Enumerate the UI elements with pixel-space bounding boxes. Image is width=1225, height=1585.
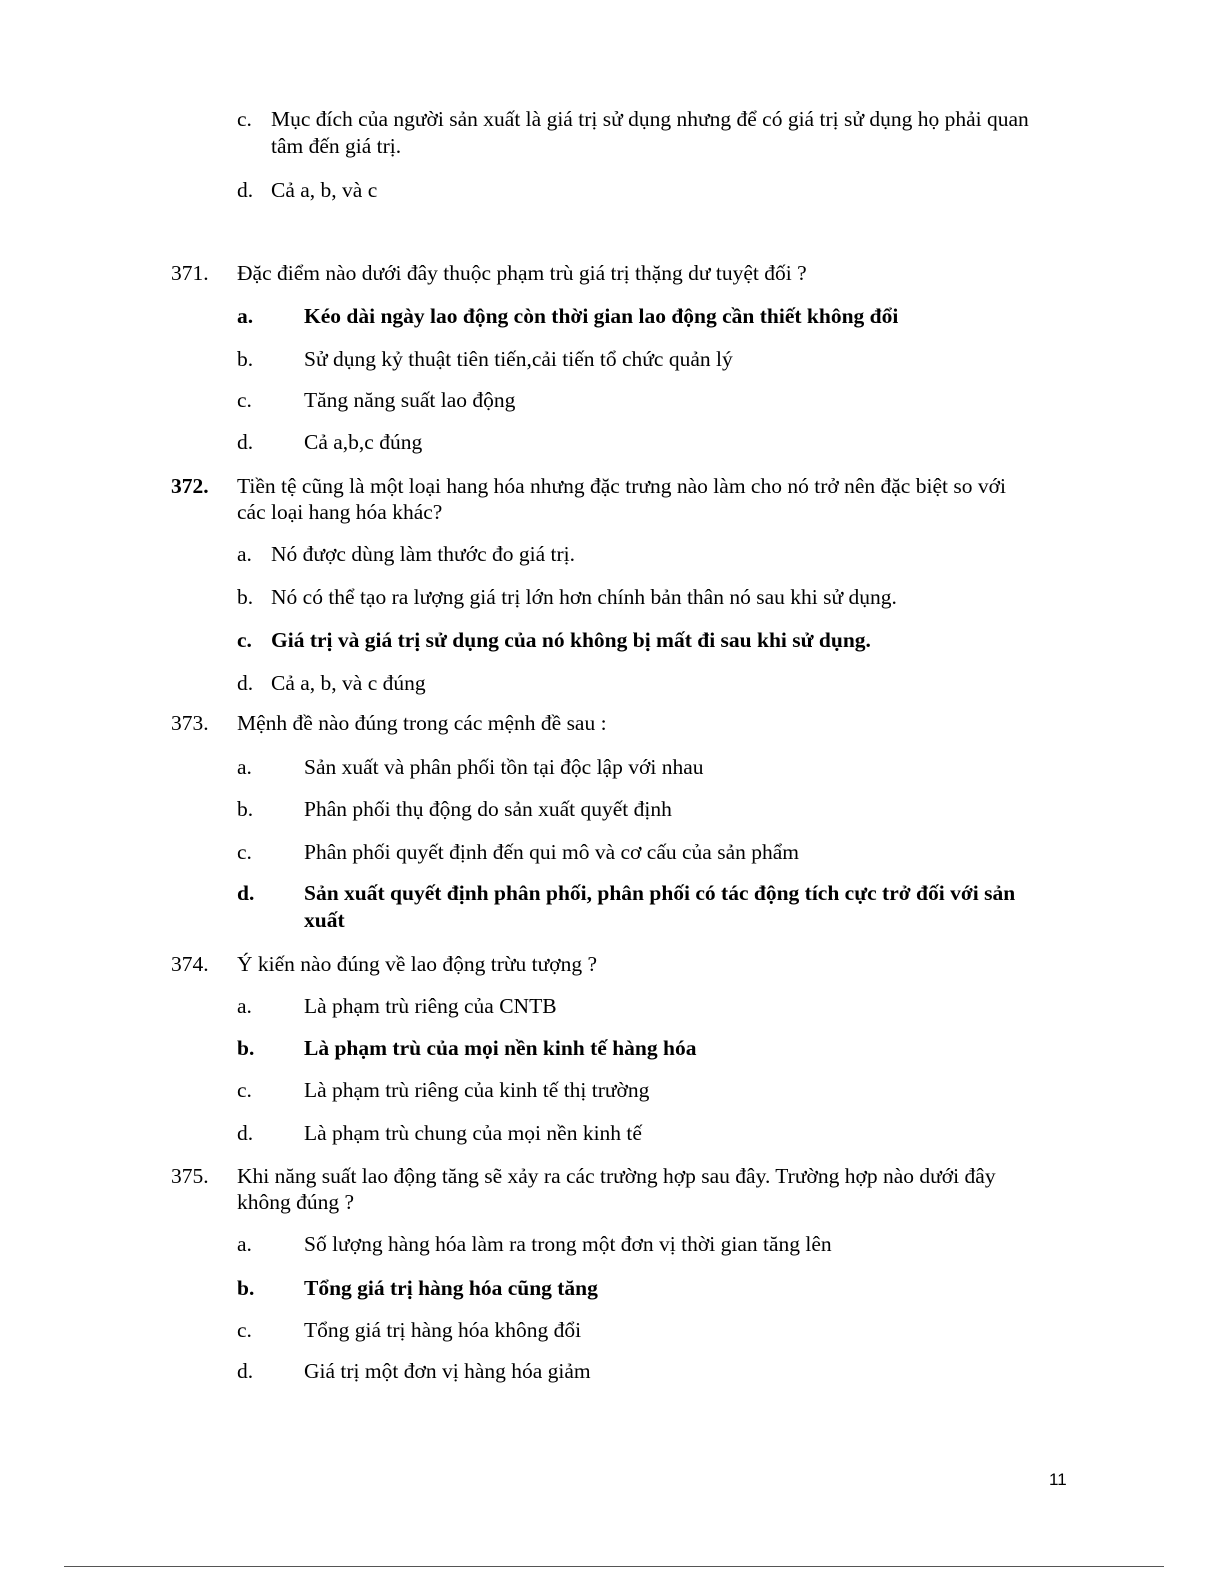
option-label: c. [237,107,252,131]
option-label-correct: b. [237,1036,255,1060]
question-text-continuation: các loại hang hóa khác? [237,500,443,524]
option-label-correct: c. [237,628,252,652]
question-number: 371. [171,261,209,285]
bottom-rule [64,1566,1164,1567]
option-text-continuation: tâm đến giá trị. [271,134,402,158]
question-text-continuation: không đúng ? [237,1190,355,1214]
option-label: b. [237,585,254,609]
option-text-correct: Giá trị và giá trị sử dụng của nó không bị mất đi sau khi sử dụng. [271,628,871,652]
option-text: Sản xuất và phân phối tồn tại độc lập với nhau [304,755,704,779]
option-text-correct: Là phạm trù của mọi nền kinh tế hàng hóa [304,1036,697,1060]
option-text: Là phạm trù riêng của CNTB [304,994,557,1018]
question-number: 373. [171,711,209,735]
option-label: a. [237,542,252,566]
question-text: Ý kiến nào đúng về lao động trừu tượng ? [237,952,598,976]
option-label: d. [237,671,254,695]
option-label: a. [237,755,252,779]
option-text: Tổng giá trị hàng hóa không đổi [304,1318,582,1342]
option-label: b. [237,797,254,821]
option-label-correct: d. [237,881,255,905]
option-text: Số lượng hàng hóa làm ra trong một đơn vị thời gian tăng lên [304,1232,832,1256]
option-label: c. [237,840,252,864]
question-text: Khi năng suất lao động tăng sẽ xảy ra các trường hợp sau đây. Trường hợp nào dưới đây [237,1164,996,1188]
option-label-correct: a. [237,304,254,328]
option-label-correct: b. [237,1276,255,1300]
option-text: Tăng năng suất lao động [304,388,516,412]
question-number: 372. [171,474,209,498]
page-number: 11 [1049,1470,1067,1489]
option-label: c. [237,1078,252,1102]
question-number: 374. [171,952,209,976]
option-text: Sử dụng kỷ thuật tiên tiến,cải tiến tổ chức quản lý [304,347,733,371]
option-label: d. [237,1121,254,1145]
question-number: 375. [171,1164,209,1188]
option-text: Nó được dùng làm thước đo giá trị. [271,542,575,566]
option-label: b. [237,347,254,371]
question-text: Tiền tệ cũng là một loại hang hóa nhưng đặc trưng nào làm cho nó trở nên đặc biệt so với [237,474,1006,498]
option-text-correct: Sản xuất quyết định phân phối, phân phối có tác động tích cực trở đối với sản [304,881,1016,905]
option-text-correct: Kéo dài ngày lao động còn thời gian lao động cần thiết không đổi [304,304,899,328]
option-label: c. [237,388,252,412]
option-text: Cả a,b,c đúng [304,430,423,454]
option-label: d. [237,430,254,454]
option-text: Phân phối quyết định đến qui mô và cơ cấu của sản phẩm [304,840,800,864]
option-text: Là phạm trù chung của mọi nền kinh tế [304,1121,642,1145]
option-label: c. [237,1318,252,1342]
option-text: Mục đích của người sản xuất là giá trị sử dụng nhưng để có giá trị sử dụng họ phải quan [271,107,1029,131]
option-label: d. [237,178,254,202]
option-text-correct: Tổng giá trị hàng hóa cũng tăng [304,1276,598,1300]
option-text: Là phạm trù riêng của kinh tế thị trường [304,1078,650,1102]
option-text: Phân phối thụ động do sản xuất quyết định [304,797,672,821]
option-text-correct-continuation: xuất [304,908,345,932]
option-text: Cả a, b, và c đúng [271,671,426,695]
option-label: a. [237,1232,252,1256]
option-label: d. [237,1359,254,1383]
option-text: Giá trị một đơn vị hàng hóa giảm [304,1359,591,1383]
option-label: a. [237,994,252,1018]
question-text: Mệnh đề nào đúng trong các mệnh đề sau : [237,711,607,735]
question-text: Đặc điểm nào dưới đây thuộc phạm trù giá trị thặng dư tuyệt đối ? [237,261,807,285]
option-text: Nó có thể tạo ra lượng giá trị lớn hơn chính bản thân nó sau khi sử dụng. [271,585,897,609]
option-text: Cả a, b, và c [271,178,378,202]
